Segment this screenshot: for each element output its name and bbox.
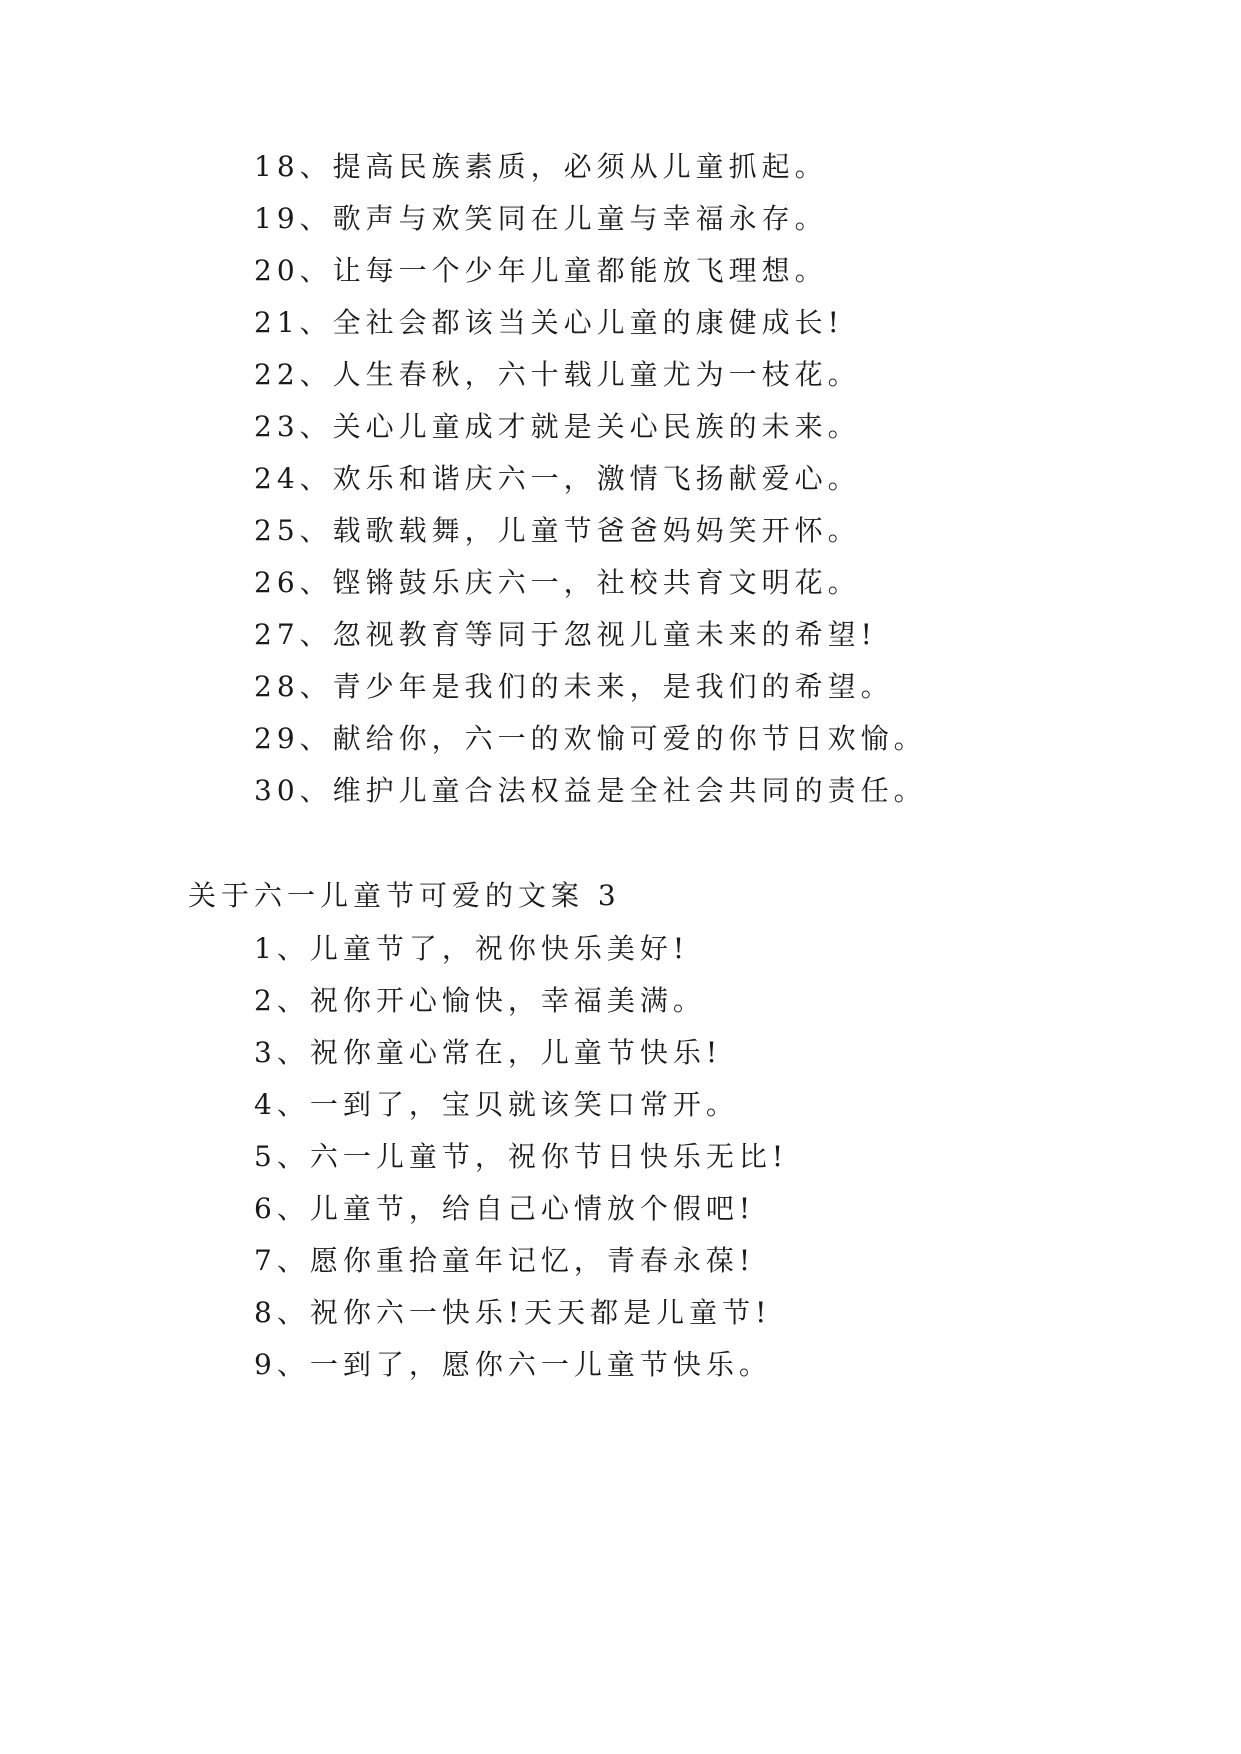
- list-item: 9、一到了，愿你六一儿童节快乐。: [254, 1348, 772, 1381]
- list-item: 7、愿你重拾童年记忆，青春永葆!: [254, 1244, 756, 1277]
- list-item: 18、提高民族素质，必须从儿童抓起。: [254, 150, 828, 183]
- list-item: 24、欢乐和谐庆六一，激情飞扬献爱心。: [254, 462, 861, 495]
- list-item: 29、献给你，六一的欢愉可爱的你节日欢愉。: [254, 722, 927, 755]
- list-item: 27、忽视教育等同于忽视儿童未来的希望!: [254, 618, 877, 651]
- section-heading: 关于六一儿童节可爱的文案 3: [188, 879, 621, 912]
- list-item: 28、青少年是我们的未来，是我们的希望。: [254, 670, 894, 703]
- list-item: 22、人生春秋，六十载儿童尤为一枝花。: [254, 358, 861, 391]
- list-item: 23、关心儿童成才就是关心民族的未来。: [254, 410, 861, 443]
- list-item: 26、铿锵鼓乐庆六一，社校共育文明花。: [254, 566, 861, 599]
- list-item: 5、六一儿童节，祝你节日快乐无比!: [254, 1140, 789, 1173]
- list-item: 30、维护儿童合法权益是全社会共同的责任。: [254, 774, 927, 807]
- list-item: 20、让每一个少年儿童都能放飞理想。: [254, 254, 828, 287]
- list-item: 3、祝你童心常在，儿童节快乐!: [254, 1036, 723, 1069]
- list-item: 4、一到了，宝贝就该笑口常开。: [254, 1088, 739, 1121]
- list-item: 8、祝你六一快乐!天天都是儿童节!: [254, 1296, 772, 1329]
- list-item: 6、儿童节，给自己心情放个假吧!: [254, 1192, 756, 1225]
- list-item: 1、儿童节了，祝你快乐美好!: [254, 932, 690, 965]
- list-item: 25、载歌载舞，儿童节爸爸妈妈笑开怀。: [254, 514, 861, 547]
- list-item: 19、歌声与欢笑同在儿童与幸福永存。: [254, 202, 828, 235]
- list-item: 21、全社会都该当关心儿童的康健成长!: [254, 306, 844, 339]
- list-item: 2、祝你开心愉快，幸福美满。: [254, 984, 706, 1017]
